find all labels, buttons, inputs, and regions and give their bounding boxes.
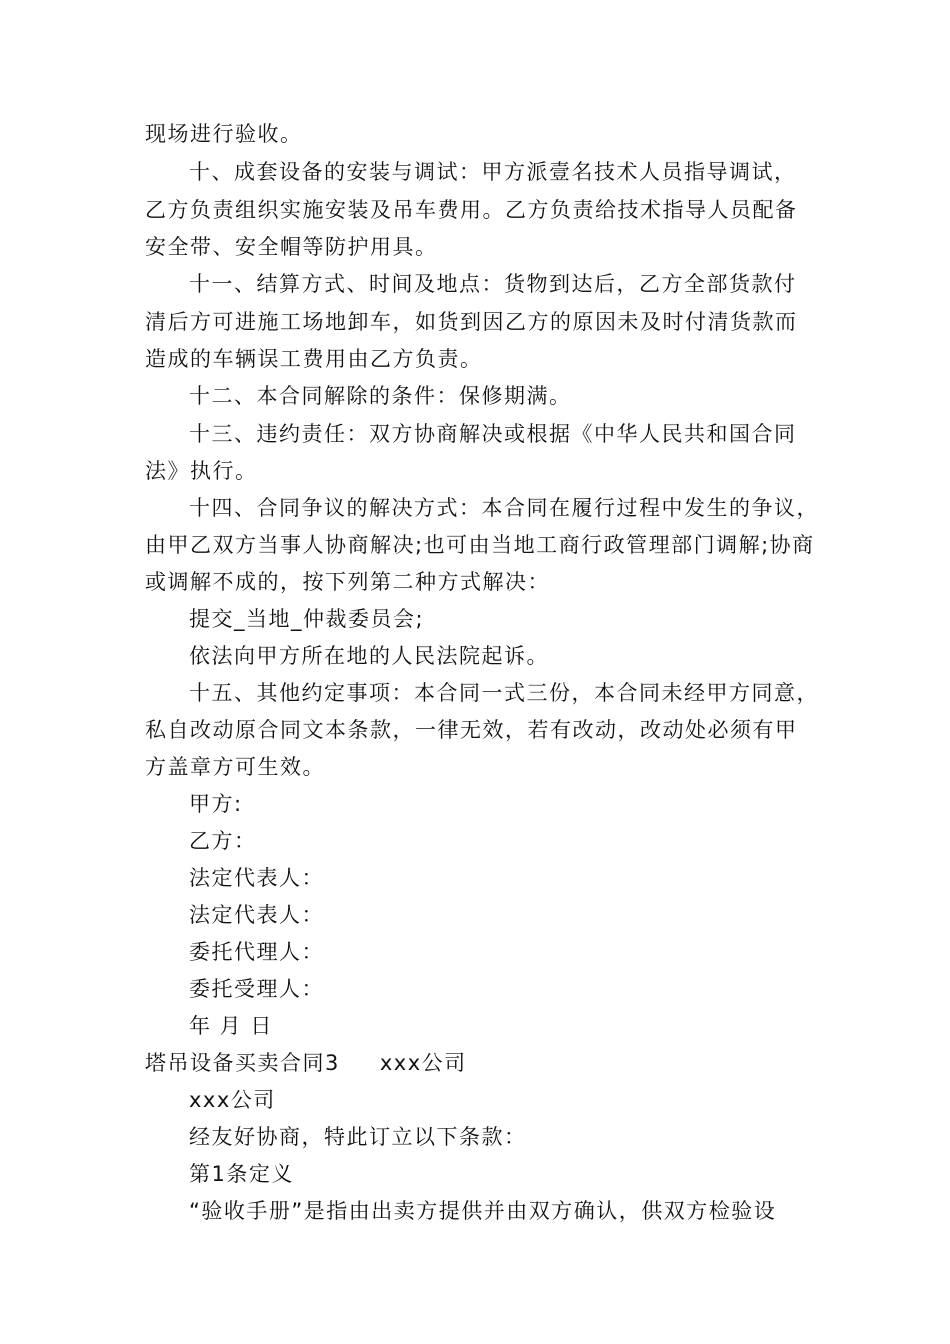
clause-12: 十二、本合同解除的条件：保修期满。 [189, 384, 572, 408]
legal-rep-label: 法定代表人： [189, 866, 324, 890]
party-b-company: xxx公司 [189, 1088, 276, 1112]
clause-15: 十五、其他约定事项：本合同一式三份，本合同未经甲方同意， [189, 681, 819, 705]
date-line: 年 月 日 [189, 1014, 273, 1038]
clause-11: 十一、结算方式、时间及地点：货物到达后，乙方全部货款付 [189, 272, 797, 296]
text-line: 提交_当地_仲裁委员会; [189, 607, 425, 631]
text-line: 依法向甲方所在地的人民法院起诉。 [189, 644, 549, 668]
text-line: 由甲乙双方当事人协商解决;也可由当地工商行政管理部门调解;协商 [145, 533, 815, 557]
contract-title-line [145, 1049, 467, 1077]
clause-13: 十三、违约责任：双方协商解决或根据《中华人民共和国合同 [189, 422, 797, 446]
text-line: 或调解不成的，按下列第二种方式解决： [145, 570, 550, 594]
agent-label: 委托代理人： [189, 940, 324, 964]
contract-title: 塔吊设备买卖合同3 [145, 1051, 340, 1075]
text-line: 方盖章方可生效。 [145, 755, 325, 779]
text-line: 乙方负责组织实施安装及吊车费用。乙方负责给技术指导人员配备 [145, 198, 798, 222]
text-line: 清后方可进施工场地卸车，如货到因乙方的原因未及时付清货款而 [145, 310, 798, 334]
definition-text: “验收手册”是指由出卖方提供并由双方确认，供双方检验设 [189, 1199, 777, 1223]
article-heading: 第1条定义 [189, 1162, 294, 1186]
text-line: 现场进行验收。 [145, 122, 303, 146]
party-a-company: xxx公司 [379, 1051, 467, 1075]
trustee-label: 委托受理人： [189, 977, 324, 1001]
text-line: 安全带、安全帽等防护用具。 [145, 235, 438, 259]
clause-10: 十、成套设备的安装与调试：甲方派壹名技术人员指导调试， [189, 160, 797, 184]
text-line: 私自改动原合同文本条款，一律无效，若有改动，改动处必须有甲 [145, 718, 798, 742]
clause-14: 十四、合同争议的解决方式：本合同在履行过程中发生的争议， [189, 496, 819, 520]
party-b-label: 乙方： [189, 829, 257, 853]
intro-text: 经友好协商，特此订立以下条款： [189, 1125, 527, 1149]
party-a-label: 甲方: [189, 792, 243, 816]
text-line: 法》执行。 [145, 459, 258, 483]
legal-rep-label: 法定代表人： [189, 903, 324, 927]
text-line: 造成的车辆误工费用由乙方负责。 [145, 347, 483, 371]
